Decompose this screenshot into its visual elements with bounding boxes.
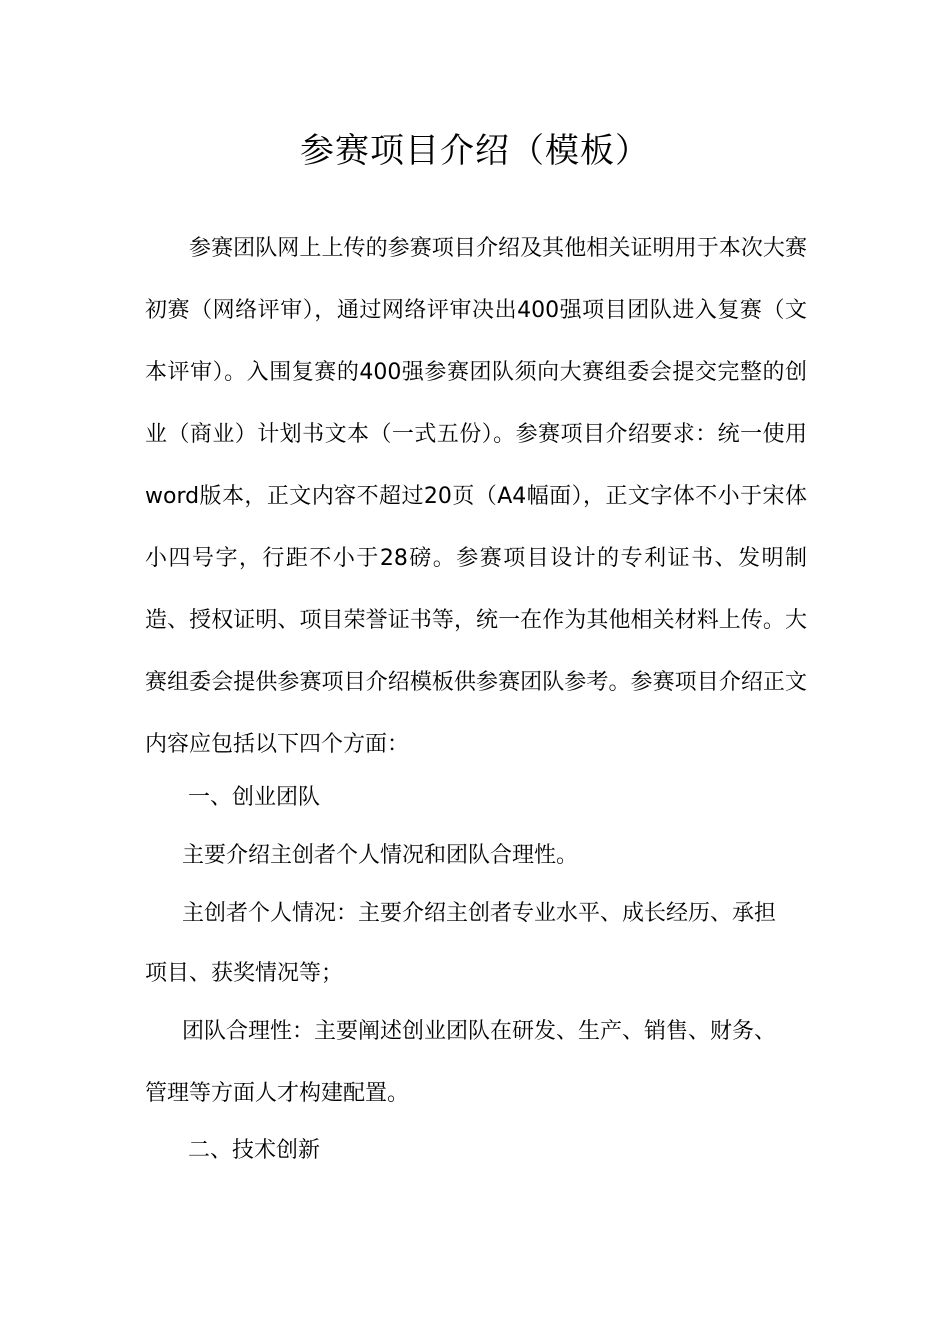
team-structure-text-line2: 管理等方面人才构建配置。 (145, 1081, 410, 1106)
document-title: 参赛项目介绍（模板） (300, 131, 650, 171)
intro-paragraph: 参赛团队网上上传的参赛项目介绍及其他相关证明用于本次大赛初赛（网络评审），通过网络评审决出400强项目团队进入复赛（文本评审）。入围复赛的400强参赛团队须向大赛组委会提交完整的创业（商业）计划书文本（一式五份）。参赛项目介绍要求：统一使用word版本，正文内容不超过20页（A4幅面），正文字体不小于宋体小四号字，行距不小于28磅。参赛项目设计的专利证书、发明制造、授权证明、项目荣誉证书等，统一在作为其他相关材料上传。大赛组委会提供参赛项目介绍模板供参赛团队参考。参赛项目介绍正文内容应包括以下四个方面： (145, 236, 807, 757)
team-summary-text: 主要介绍主创者个人情况和团队合理性。 (182, 843, 579, 868)
founder-text-line1: 主创者个人情况：主要介绍主创者专业水平、成长经历、承担 (182, 901, 777, 926)
section-heading-tech: 二、技术创新 (188, 1138, 321, 1163)
founder-text-line2: 项目、获奖情况等； (145, 961, 344, 986)
section-heading-team: 一、创业团队 (188, 785, 321, 810)
team-structure-text-line1: 团队合理性：主要阐述创业团队在研发、生产、销售、财务、 (182, 1019, 777, 1044)
